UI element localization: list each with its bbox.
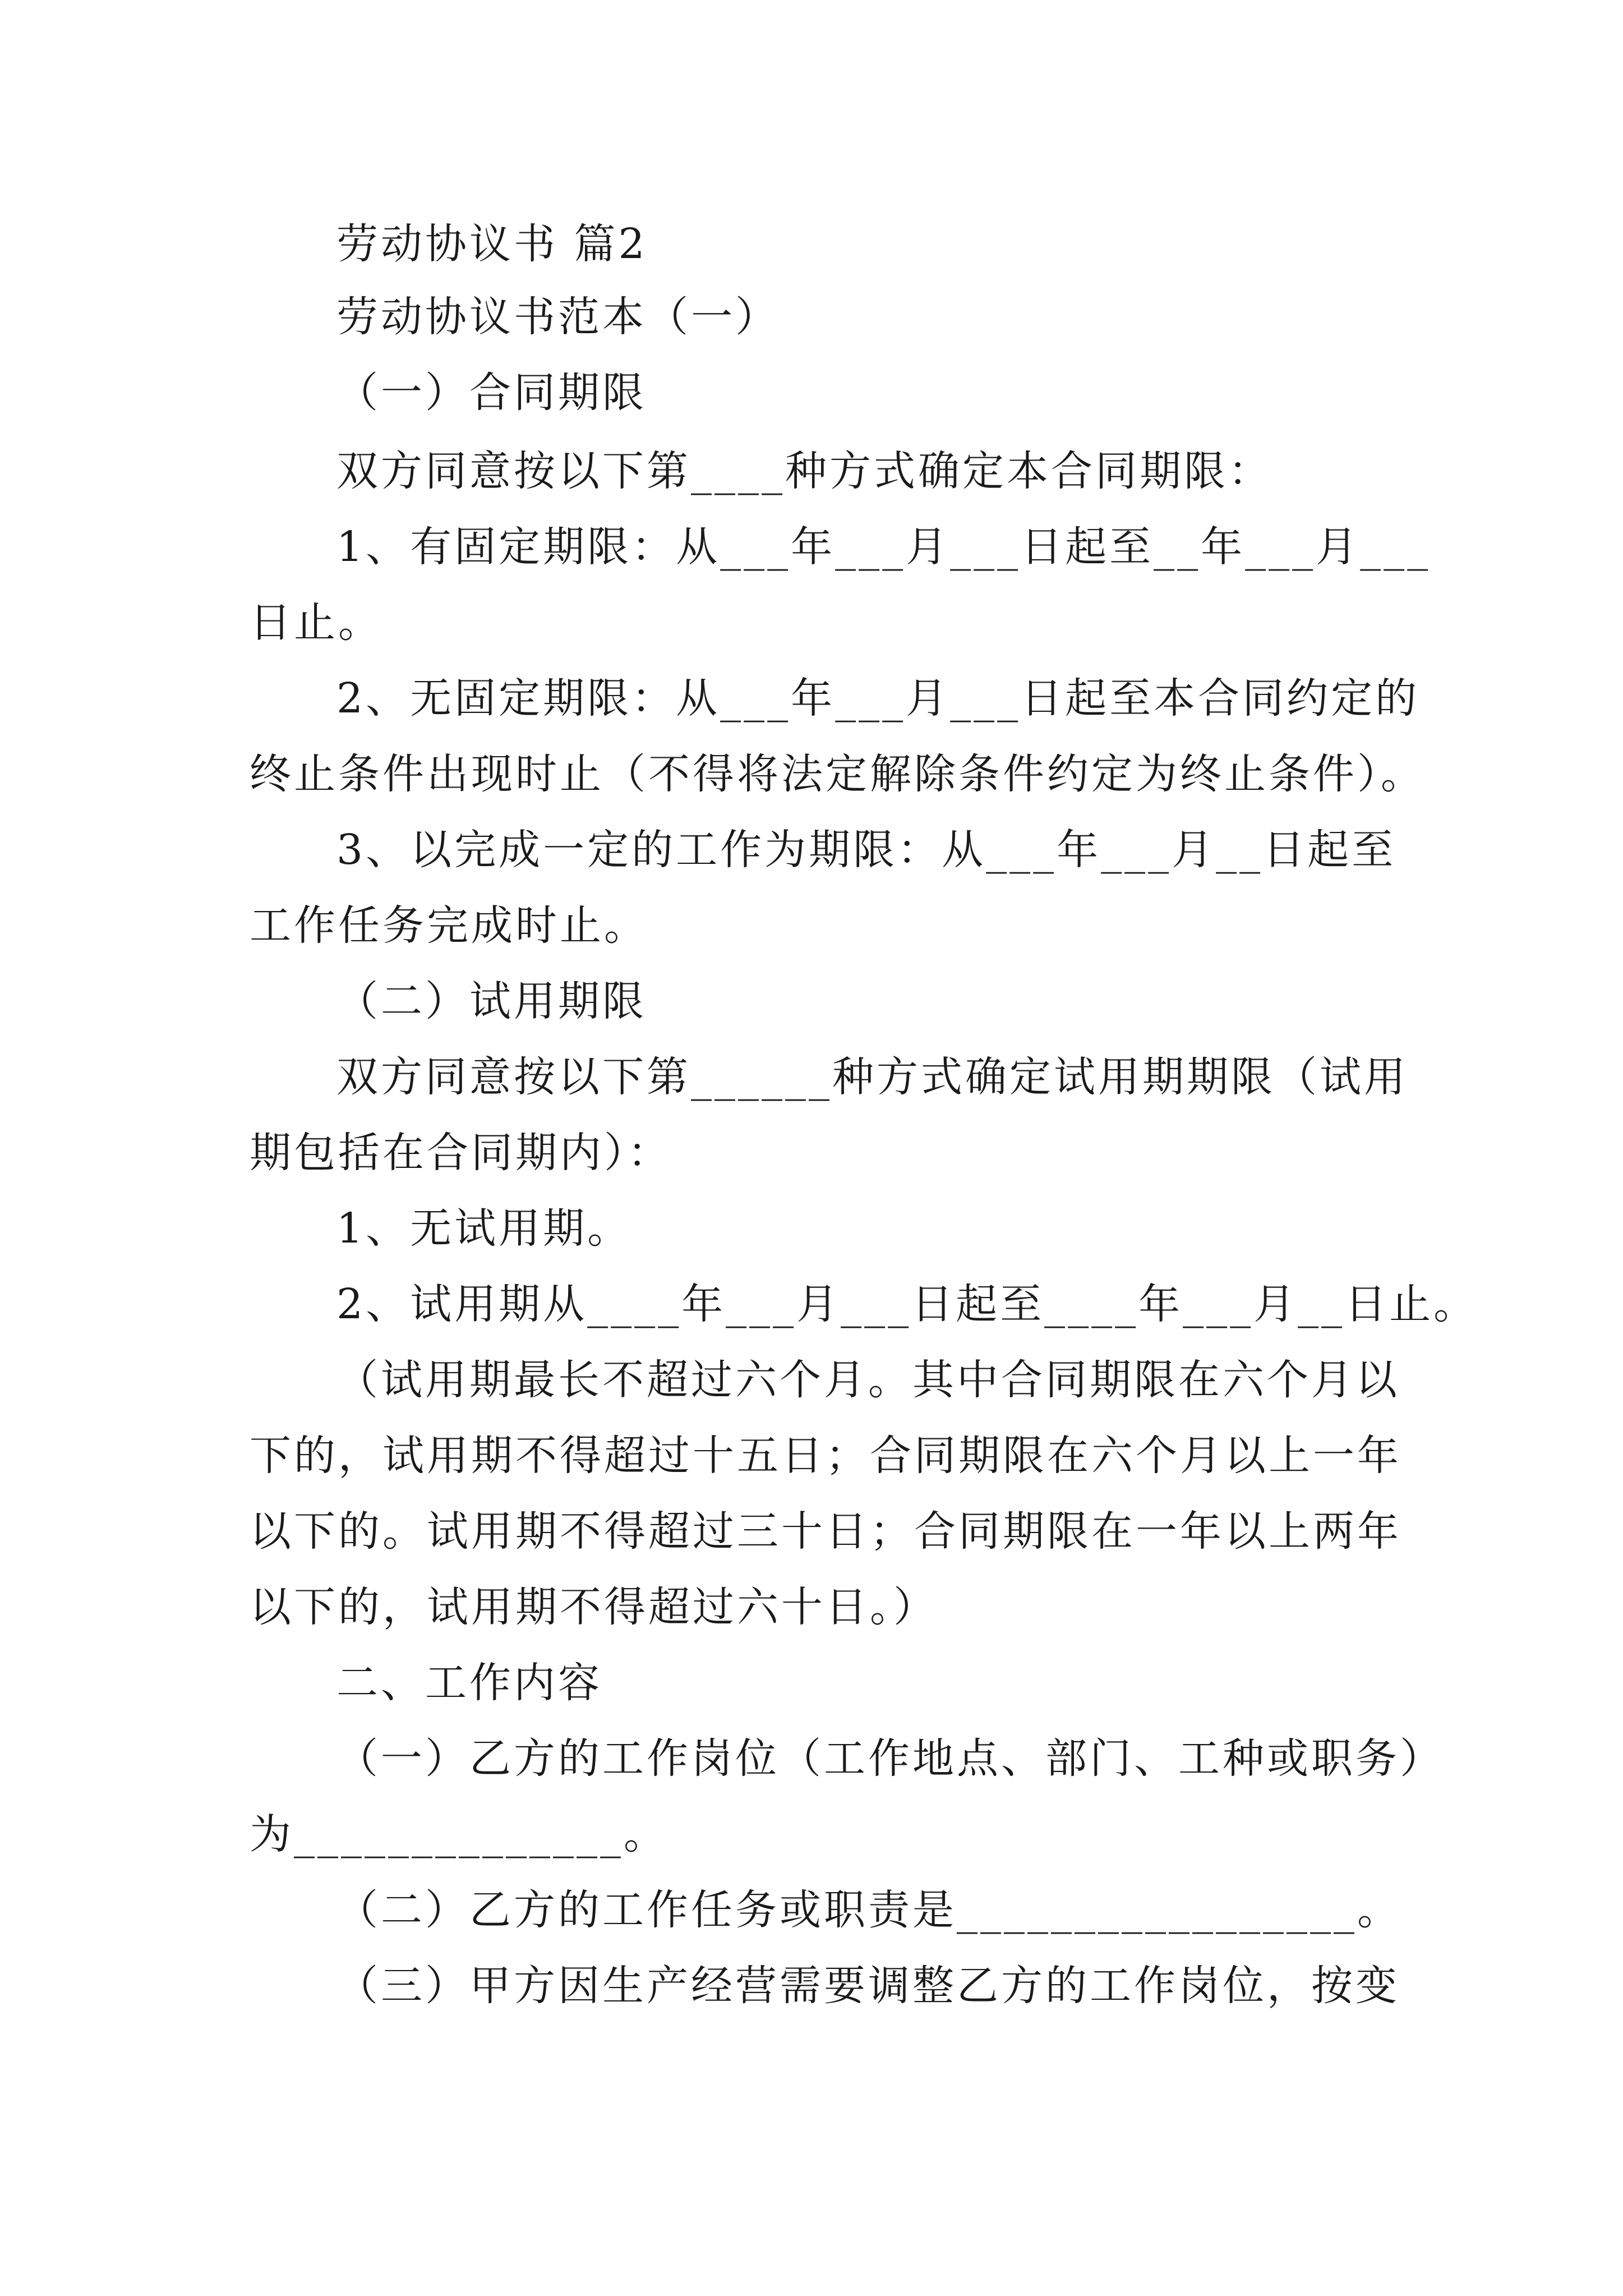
paragraph-line: 终止条件出现时止（不得将法定解除条件约定为终止条件）。 xyxy=(250,750,1425,798)
section-title-work-content: 二、工作内容 xyxy=(336,1659,602,1707)
paragraph-line: 1、无试用期。 xyxy=(336,1204,632,1253)
paragraph-line: 期包括在合同期内）： xyxy=(250,1129,672,1177)
paragraph-line: 双方同意按以下第____种方式确定本合同期限： xyxy=(336,447,1272,495)
section-title-probation: （二）试用期限 xyxy=(336,977,647,1025)
section-title-contract-term: （一）合同期限 xyxy=(336,369,647,417)
paragraph-line: （三）甲方因生产经营需要调整乙方的工作岗位，按变 xyxy=(336,1962,1400,2010)
paragraph-line: 以下的。试用期不得超过三十日；合同期限在一年以上两年 xyxy=(250,1507,1401,1556)
paragraph-line: 工作任务完成时止。 xyxy=(250,901,648,950)
doc-heading: 劳动协议书 篇2 xyxy=(336,220,648,268)
paragraph-line: 2、无固定期限：从___年___月___日起至本合同约定的 xyxy=(336,674,1420,723)
paragraph-line: 1、有固定期限：从___年___月___日起至__年___月___ xyxy=(336,523,1431,571)
paragraph-line: 为______________。 xyxy=(250,1810,668,1858)
paragraph-line: （试用期最长不超过六个月。其中合同期限在六个月以 xyxy=(336,1356,1400,1404)
paragraph-line: 日止。 xyxy=(250,599,382,647)
paragraph-line: （二）乙方的工作任务或职责是_________________。 xyxy=(336,1886,1401,1934)
paragraph-line: 以下的，试用期不得超过六十日。） xyxy=(250,1583,938,1631)
paragraph-line: 下的，试用期不得超过十五日；合同期限在六个月以上一年 xyxy=(250,1432,1401,1480)
paragraph-line: 3、以完成一定的工作为期限：从___年___月__日起至 xyxy=(336,826,1396,874)
doc-subheading: 劳动协议书范本（一） xyxy=(336,293,780,341)
paragraph-line: 2、试用期从____年___月___日起至____年___月__日止。 xyxy=(336,1280,1478,1328)
paragraph-line: （一）乙方的工作岗位（工作地点、部门、工种或职务） xyxy=(336,1734,1444,1783)
paragraph-line: 双方同意按以下第______种方式确定试用期期限（试用 xyxy=(336,1053,1408,1101)
